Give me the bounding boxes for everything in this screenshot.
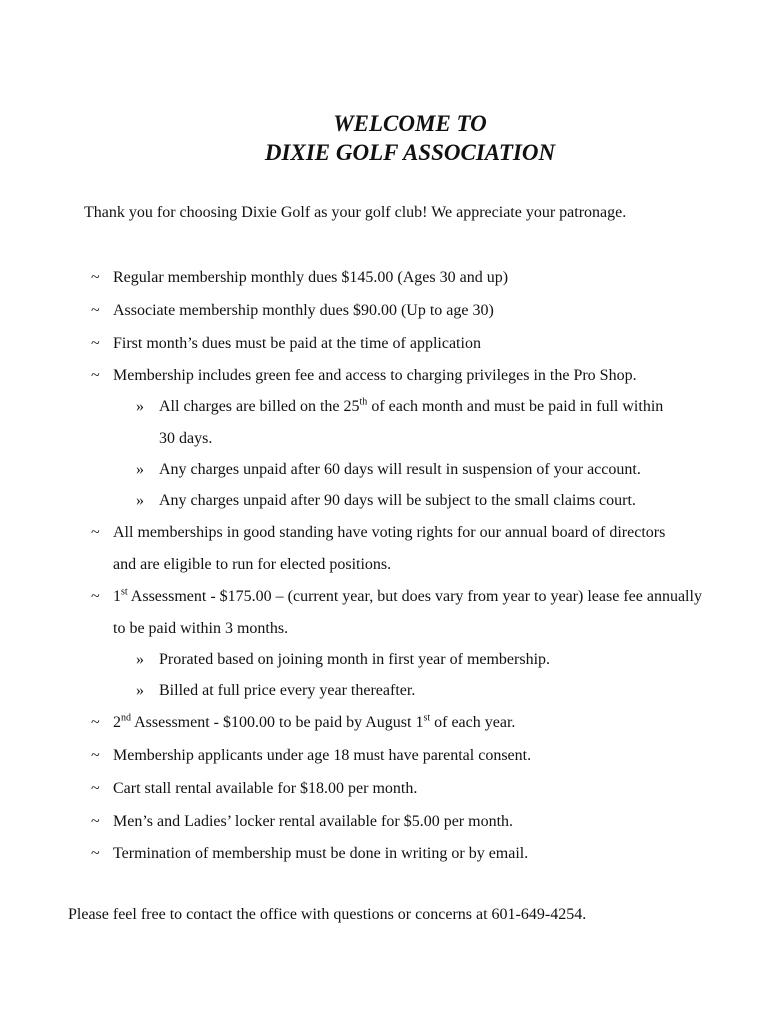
tilde-bullet: ~	[91, 780, 100, 797]
double-arrow-bullet: »	[136, 398, 144, 415]
subitem-unpaid-60	[136, 454, 709, 486]
item-first-assessment	[91, 581, 708, 644]
item-termination	[91, 838, 713, 870]
ordinal-suffix: th	[359, 396, 368, 408]
tilde-bullet: ~	[91, 524, 100, 541]
item-text-a: Assessment - $100.00 to be paid by August 1	[131, 714, 424, 731]
item-text: Cart stall rental available for $18.00 per month.	[113, 780, 418, 797]
item-text-b: of each year.	[430, 714, 516, 731]
double-arrow-bullet: »	[136, 492, 144, 509]
item-text: Membership applicants under age 18 must have parental consent.	[113, 747, 532, 764]
subitem-billed-full	[136, 675, 709, 707]
ordinal-suffix: st	[121, 586, 128, 598]
double-arrow-bullet: »	[136, 461, 144, 478]
item-text: Membership includes green fee and access to charging privileges in the Pro Shop.	[113, 367, 637, 384]
tilde-bullet: ~	[91, 813, 100, 830]
subitem-charges-billed	[136, 391, 679, 454]
item-text: All memberships in good standing have voting rights for our annual board of directors and are eligible to run for elected positions.	[113, 524, 666, 573]
item-text: First month’s dues must be paid at the time of application	[113, 335, 481, 352]
item-text: Any charges unpaid after 90 days will be subject to the small claims court.	[159, 492, 636, 509]
item-text: Assessment - $175.00 – (current year, but does vary from year to year) lease fee annually to be paid within 3 months.	[113, 588, 702, 637]
title-line-1: WELCOME TO	[333, 111, 487, 136]
tilde-bullet: ~	[91, 367, 100, 384]
item-text-b: of each month and must be paid in full within 30 days.	[159, 398, 664, 447]
tilde-bullet: ~	[91, 335, 100, 352]
item-first-month	[91, 328, 713, 360]
subitem-unpaid-90	[136, 485, 709, 517]
double-arrow-bullet: »	[136, 682, 144, 699]
subitem-prorated	[136, 644, 709, 676]
item-cart-stall	[91, 773, 713, 805]
item-locker-rental	[91, 806, 713, 838]
ordinal-suffix: nd	[121, 712, 131, 724]
contact-footer: Please feel free to contact the office with questions or concerns at 601-649-4254.	[68, 906, 587, 923]
tilde-bullet: ~	[91, 302, 100, 319]
tilde-bullet: ~	[91, 269, 100, 286]
item-text: Men’s and Ladies’ locker rental available for $5.00 per month.	[113, 813, 514, 830]
tilde-bullet: ~	[91, 845, 100, 862]
item-second-assessment	[91, 707, 713, 739]
tilde-bullet: ~	[91, 588, 100, 605]
item-associate-dues	[91, 295, 713, 327]
tilde-bullet: ~	[91, 747, 100, 764]
assessment-number: 2	[113, 714, 121, 731]
item-text: Regular membership monthly dues $145.00 (Ages 30 and up)	[113, 269, 509, 286]
item-voting-rights	[91, 517, 673, 580]
item-text: Prorated based on joining month in first year of membership.	[159, 651, 551, 668]
item-text: Any charges unpaid after 60 days will result in suspension of your account.	[159, 461, 641, 478]
double-arrow-bullet: »	[136, 651, 144, 668]
item-text: Termination of membership must be done in writing or by email.	[113, 845, 529, 862]
item-text-a: All charges are billed on the 25	[159, 398, 360, 415]
title-line-2: DIXIE GOLF ASSOCIATION	[264, 140, 556, 165]
intro-text: Thank you for choosing Dixie Golf as your golf club! We appreciate your patronage.	[84, 204, 627, 221]
assessment-number: 1	[113, 588, 121, 605]
item-under-18	[91, 740, 713, 772]
item-text: Associate membership monthly dues $90.00 (Up to age 30)	[113, 302, 494, 319]
item-text: Billed at full price every year thereafter.	[159, 682, 416, 699]
ordinal-suffix: st	[423, 712, 431, 724]
item-regular-dues	[91, 262, 713, 294]
item-membership-includes	[91, 360, 753, 392]
tilde-bullet: ~	[91, 714, 100, 731]
